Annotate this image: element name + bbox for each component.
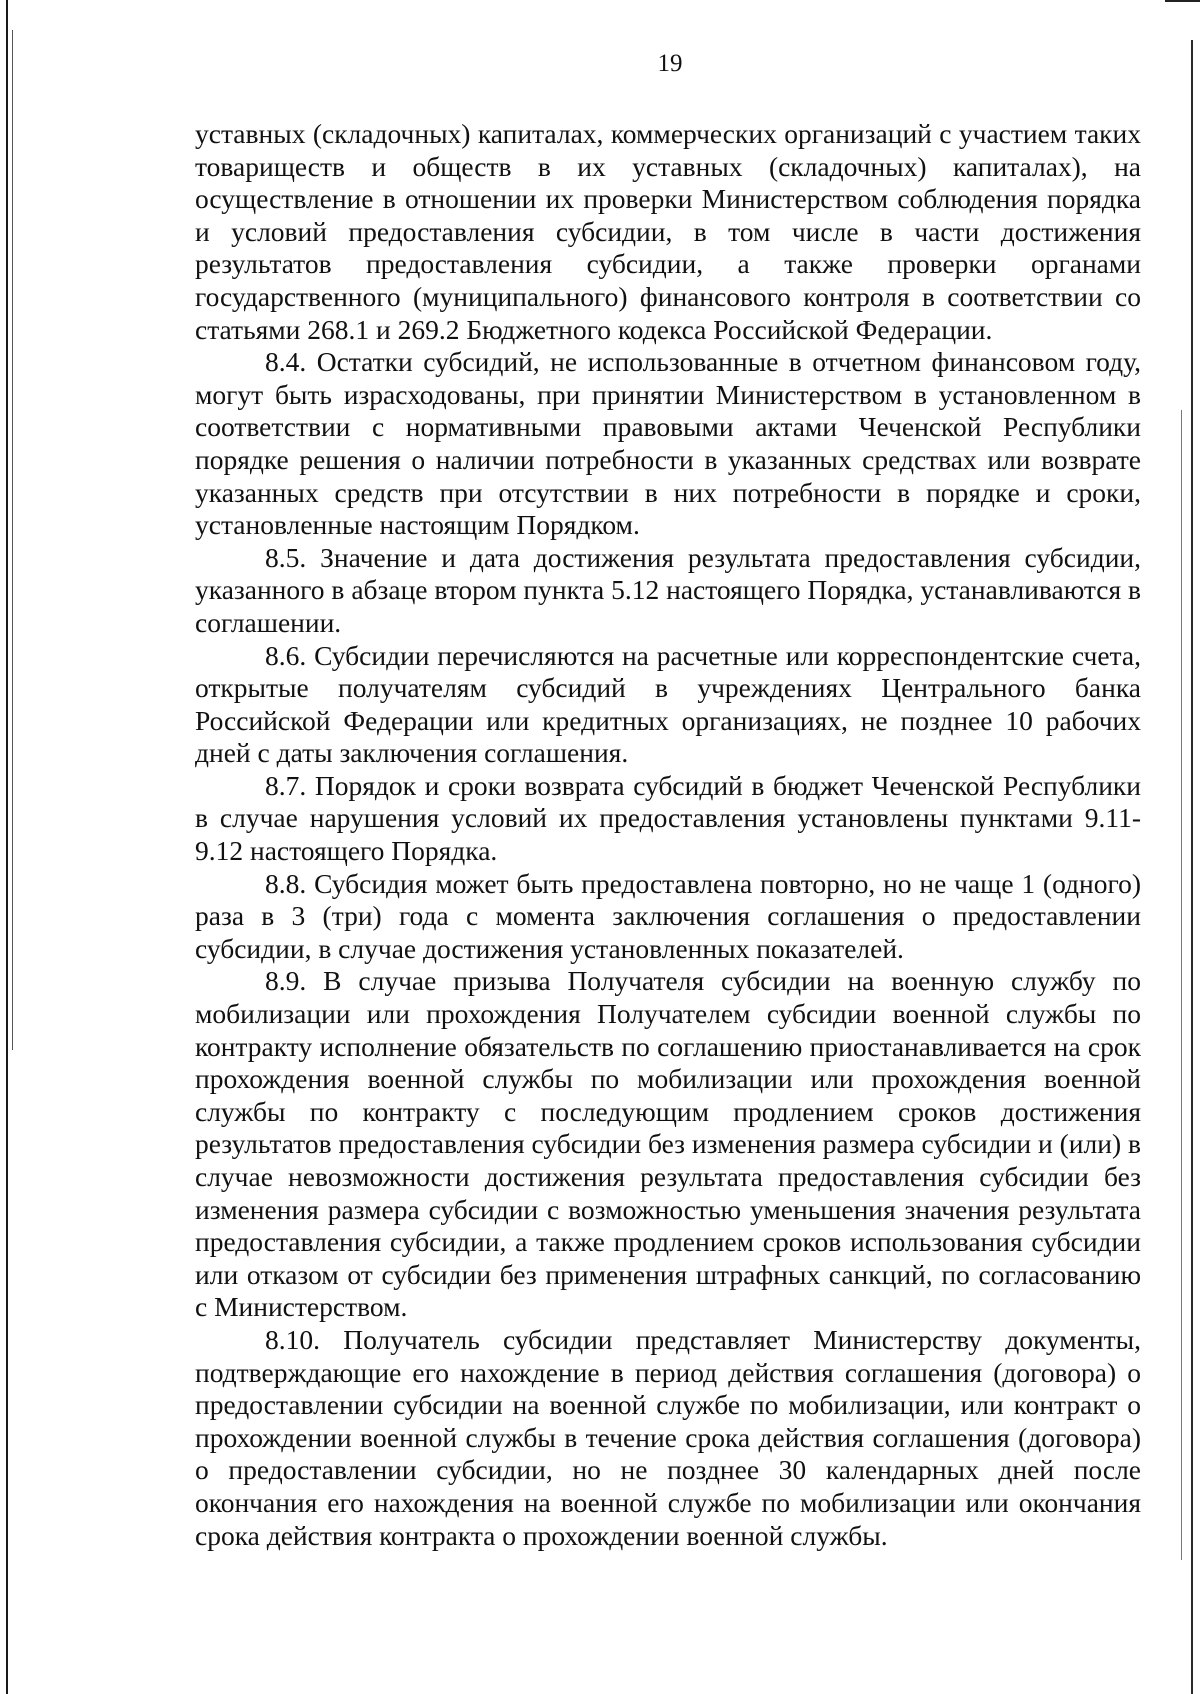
page-number: 19	[657, 50, 683, 77]
paragraph-8-4: 8.4. Остатки субсидий, не использованные в отчетном финансовом году, могут быть израсходованы, при принятии Министерством в установленном в соответствии с нормативными правовыми актами Чеченской Республики порядке решения о наличии потребности в указанных средствах или возврате указанных средств при отсутствии в них потребности в порядке и сроки, установленные настоящим Порядком.	[195, 346, 1141, 541]
paragraph-continuation: уставных (складочных) капиталах, коммерческих организаций с участием таких товариществ и обществ в их уставных (складочных) капиталах), на осуществление в отношении их проверки Министерством соблюдения порядка и условий предоставления субсидии, в том числе в части достижения результатов предоставления субсидии, а также проверки органами государственного (муниципального) финансового контроля в соответствии со статьями 268.1 и 269.2 Бюджетного кодекса Российской Федерации.	[195, 118, 1141, 345]
paragraph-8-5: 8.5. Значение и дата достижения результата предоставления субсидии, указанного в абзаце втором пункта 5.12 настоящего Порядка, устанавливаются в соглашении.	[195, 541, 1141, 638]
paragraph-8-9: 8.9. В случае призыва Получателя субсидии на военную службу по мобилизации или прохождения Получателем субсидии военной службы по контракту исполнение обязательств по соглашению приостанавливается на срок прохождения военной службы по мобилизации или прохождения военной службы по контракту с последующим продлением сроков достижения результатов предоставления субсидии без изменения размера субсидии и (или) в случае невозможности достижения результата предоставления субсидии без изменения размера субсидии с возможностью уменьшения значения результата предоставления субсидии, а также продлением сроков использования субсидии или отказом от субсидии без применения штрафных санкций, по согласованию с Министерством.	[195, 965, 1141, 1323]
scan-edge-right-inner	[1181, 410, 1182, 1560]
paragraph-8-8: 8.8. Субсидия может быть предоставлена повторно, но не чаще 1 (одного) раза в 3 (три) года с момента заключения соглашения о предоставлении субсидии, в случае достижения установленных показателей.	[195, 867, 1141, 964]
paragraph-8-6: 8.6. Субсидии перечисляются на расчетные или корреспондентские счета, открытые получателям субсидий в учреждениях Центрального банка Российской Федерации или кредитных организациях, не позднее 10 рабочих дней с даты заключения соглашения.	[195, 639, 1141, 769]
scan-edge-left-inner	[12, 30, 13, 1050]
scan-edge-top	[1165, 0, 1200, 2]
paragraph-8-7: 8.7. Порядок и сроки возврата субсидий в бюджет Чеченской Республики в случае нарушения условий их предоставления установлены пунктами 9.11-9.12 настоящего Порядка.	[195, 769, 1141, 867]
document-body	[195, 118, 1141, 1552]
scan-edge-left	[6, 0, 8, 1694]
paragraph-8-10: 8.10. Получатель субсидии представляет Министерству документы, подтверждающие его нахождение в период действия соглашения (договора) о предоставлении субсидии на военной службе по мобилизации, или контракт о прохождении военной службы в течение срока действия соглашения (договора) о предоставлении субсидии, но не позднее 30 календарных дней после окончания его нахождения на военной службе по мобилизации или окончания срока действия контракта о прохождении военной службы.	[195, 1323, 1141, 1551]
scan-edge-right	[1191, 40, 1193, 1694]
